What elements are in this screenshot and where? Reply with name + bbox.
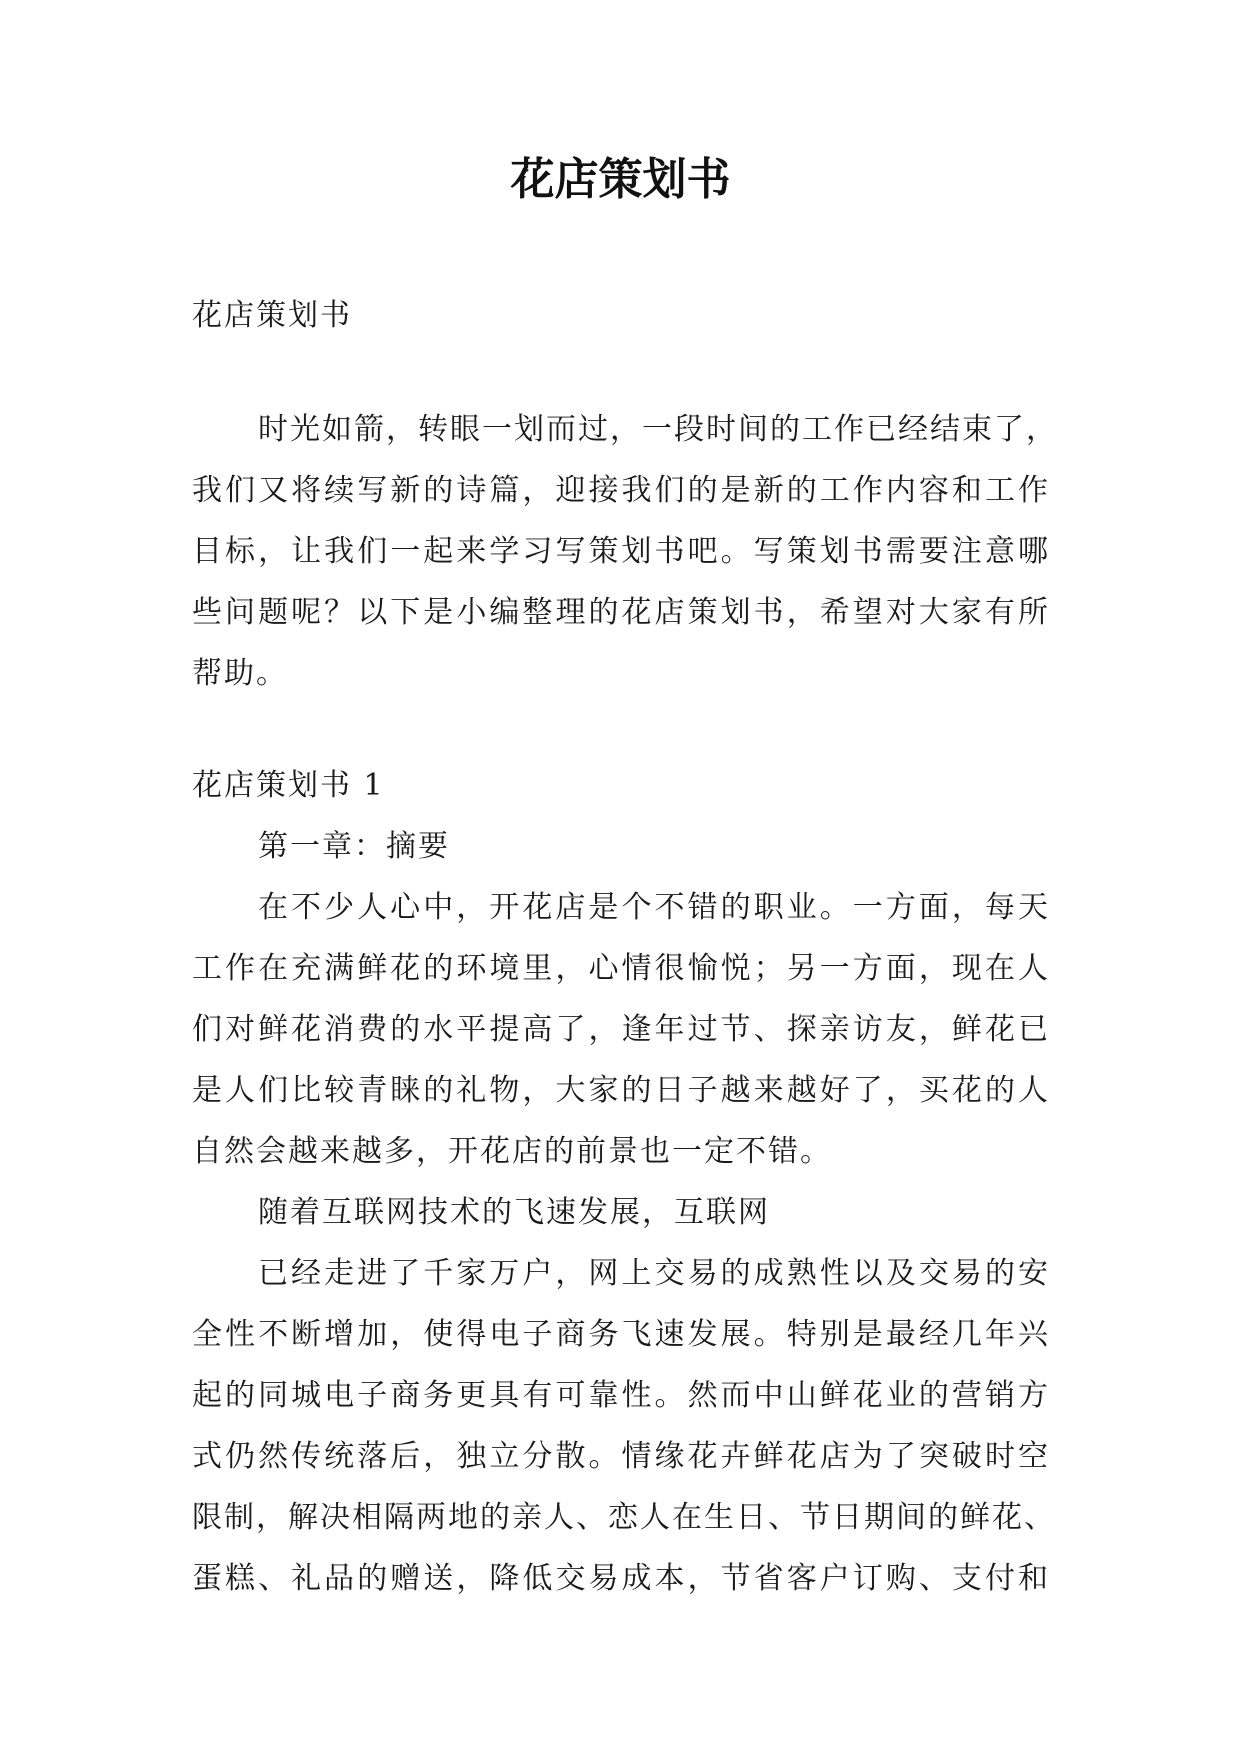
paragraph-line: 目标，让我们一起来学习写策划书吧。写策划书需要注意哪 (192, 534, 1050, 569)
paragraph-line: 蛋糕、礼品的赠送，降低交易成本，节省客户订购、支付和 (192, 1561, 1050, 1596)
paragraph-line: 时光如箭，转眼一划而过，一段时间的工作已经结束了， (258, 412, 1058, 447)
paragraph-line: 全性不断增加，使得电子商务飞速发展。特别是最经几年兴 (192, 1317, 1050, 1352)
chapter-heading: 第一章：摘要 (258, 829, 450, 864)
paragraph-line: 是人们比较青睐的礼物，大家的日子越来越好了，买花的人 (192, 1073, 1050, 1108)
paragraph-line: 已经走进了千家万户，网上交易的成熟性以及交易的安 (258, 1256, 1050, 1291)
document-title: 花店策划书 (510, 154, 731, 205)
section-heading: 花店策划书 1 (192, 768, 385, 803)
paragraph-line: 些问题呢？以下是小编整理的花店策划书，希望对大家有所 (192, 595, 1050, 630)
paragraph-line: 们对鲜花消费的水平提高了，逢年过节、探亲访友，鲜花已 (192, 1012, 1050, 1047)
subtitle: 花店策划书 (192, 298, 352, 333)
paragraph-line: 限制，解决相隔两地的亲人、恋人在生日、节日期间的鲜花、 (192, 1500, 1056, 1535)
paragraph-line: 式仍然传统落后，独立分散。情缘花卉鲜花店为了突破时空 (192, 1439, 1050, 1474)
paragraph-line: 在不少人心中，开花店是个不错的职业。一方面，每天 (258, 890, 1050, 925)
paragraph-line: 工作在充满鲜花的环境里，心情很愉悦；另一方面，现在人 (192, 951, 1050, 986)
paragraph-line: 起的同城电子商务更具有可靠性。然而中山鲜花业的营销方 (192, 1378, 1050, 1413)
paragraph-line: 我们又将续写新的诗篇，迎接我们的是新的工作内容和工作 (192, 473, 1050, 508)
paragraph-line: 自然会越来越多，开花店的前景也一定不错。 (192, 1134, 832, 1169)
paragraph-line: 帮助。 (192, 656, 288, 691)
paragraph-2-line: 随着互联网技术的飞速发展，互联网 (258, 1195, 770, 1230)
